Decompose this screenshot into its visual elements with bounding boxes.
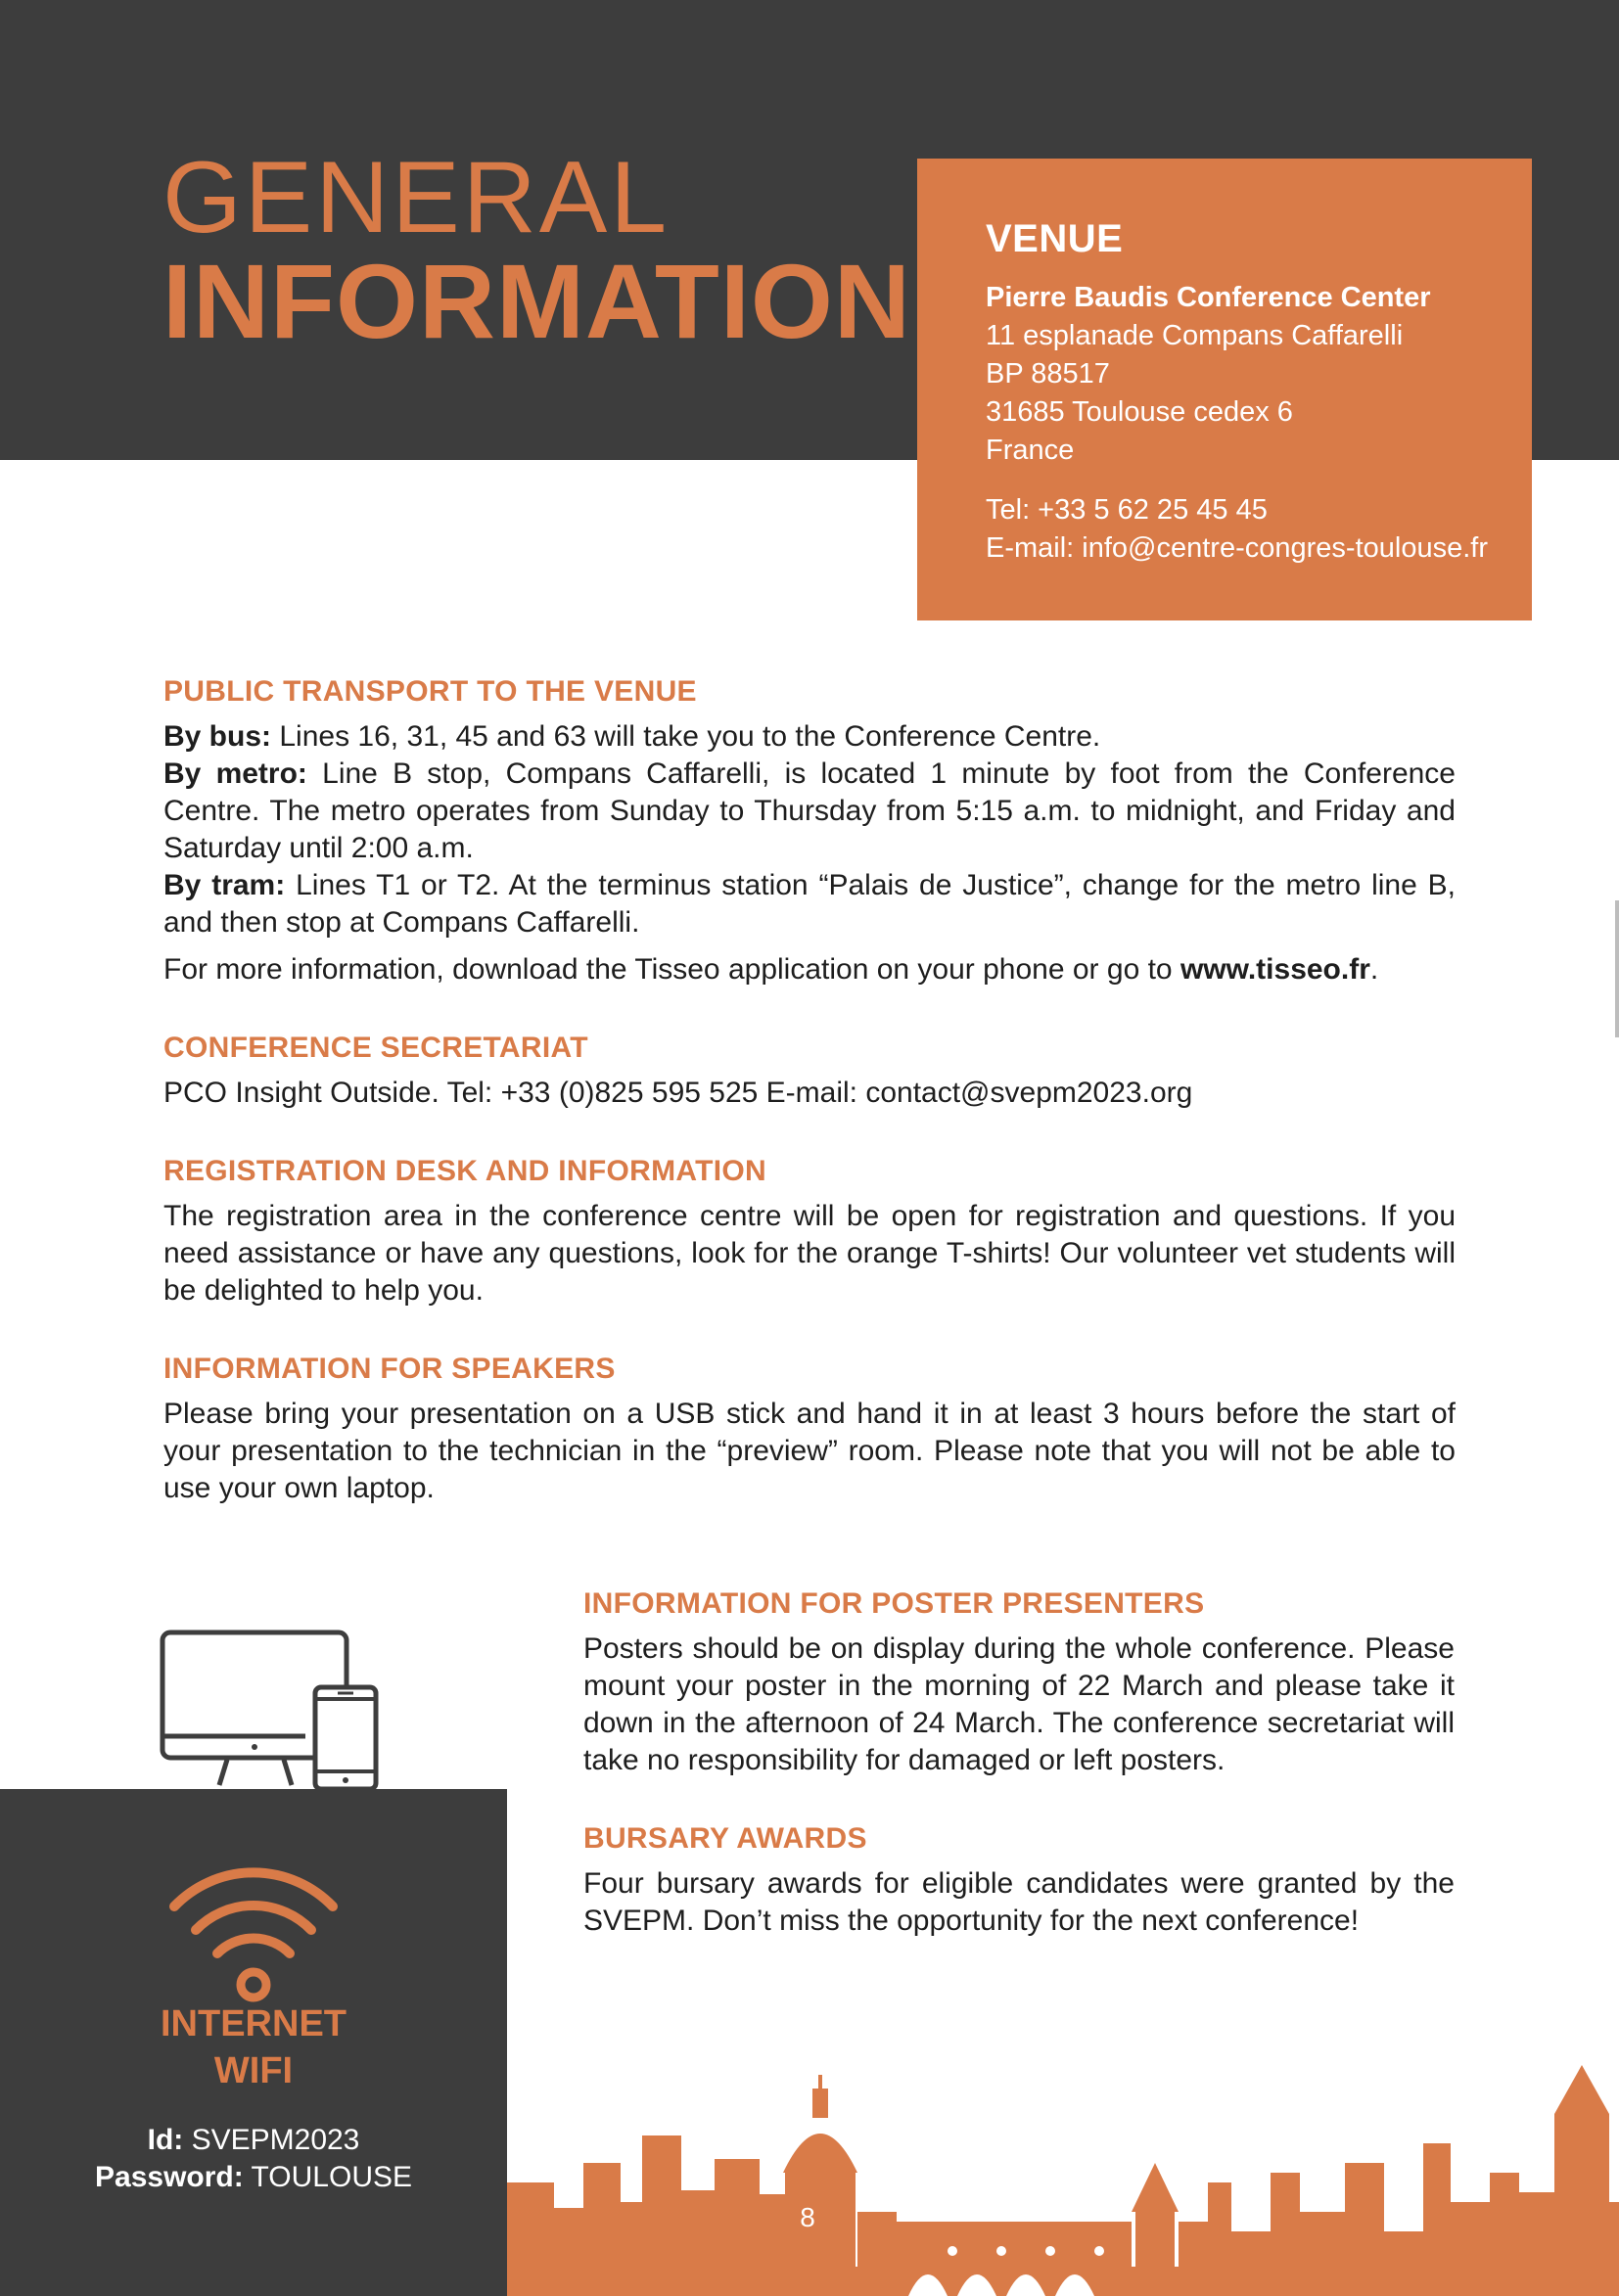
wifi-icon: [168, 1856, 339, 2002]
wifi-id-label: Id:: [147, 2124, 184, 2156]
page-title-light: GENERAL: [162, 141, 671, 254]
wifi-title-line: WIFI: [213, 2050, 294, 2091]
speakers-section: [163, 1351, 1456, 1507]
right-column: [583, 1585, 1455, 1981]
page-number: 8: [800, 2202, 815, 2232]
venue-box: [917, 159, 1532, 620]
toulouse-skyline-illustration: [507, 2065, 1619, 2296]
wifi-panel: [0, 1789, 507, 2296]
secretariat-section: [163, 1030, 1456, 1112]
posters-section: [583, 1585, 1455, 1779]
bursary-text: Four bursary awards for eligible candidates were granted by the SVEPM. Don’t miss the opportunity for the next conference!: [583, 1867, 1455, 1937]
secretariat-text: PCO Insight Outside. Tel: +33 (0)825 595 525 E-mail: contact@svepm2023.org: [163, 1077, 1193, 1109]
edge-divider: [1615, 900, 1619, 1037]
registration-section: [163, 1153, 1456, 1309]
bursary-section: [583, 1820, 1455, 1940]
transport-tram: [163, 867, 1456, 941]
venue-address-line: 31685 Toulouse cedex 6: [986, 396, 1293, 428]
registration-text: The registration area in the conference centre will be open for registration and questions. If you need assistance or have any questions, look for the orange T-shirts! Our volunteer vet students will be delighted to help you.: [163, 1200, 1456, 1307]
section-heading: PUBLIC TRANSPORT TO THE VENUE: [163, 675, 697, 708]
venue-name: Pierre Baudis Conference Center: [986, 282, 1431, 313]
section-heading: INFORMATION FOR SPEAKERS: [163, 1353, 616, 1385]
page-title: [162, 141, 911, 360]
transport-bus: [163, 718, 1456, 756]
transport-metro: [163, 756, 1456, 867]
wifi-password-value: TOULOUSE: [243, 2161, 412, 2193]
section-heading: CONFERENCE SECRETARIAT: [163, 1032, 588, 1064]
wifi-credentials: [0, 2122, 507, 2196]
venue-heading: VENUE: [986, 217, 1124, 260]
venue-address-line: France: [986, 435, 1075, 466]
tram-text: Lines T1 or T2. At the terminus station “Palais de Justice”, change for the metro line B, and then stop at Compans Caffarelli.: [163, 869, 1456, 939]
wifi-password-label: Password:: [95, 2161, 244, 2193]
wifi-title: [0, 2000, 507, 2094]
tram-label: By tram:: [163, 869, 286, 901]
more-text: For more information, download the Tisseo application on your phone or go to: [163, 953, 1180, 986]
venue-email: E-mail: info@centre-congres-toulouse.fr: [986, 532, 1488, 564]
section-heading: REGISTRATION DESK AND INFORMATION: [163, 1155, 766, 1187]
transport-section: [163, 673, 1456, 988]
wifi-id-value: SVEPM2023: [183, 2124, 360, 2156]
devices-icon: [159, 1629, 384, 1795]
venue-address-line: BP 88517: [986, 358, 1110, 390]
wifi-title-line: INTERNET: [161, 2003, 347, 2044]
speakers-text: Please bring your presentation on a USB stick and hand it in at least 3 hours before the start of your presentation to the technician in the “preview” room. Please note that you will not be able to use your own laptop.: [163, 1398, 1456, 1504]
main-content: [163, 673, 1456, 1548]
page-title-bold: INFORMATION: [162, 242, 911, 360]
wifi-password: [0, 2159, 507, 2196]
venue-address-line: 11 esplanade Compans Caffarelli: [986, 320, 1404, 351]
metro-text: Line B stop, Compans Caffarelli, is located 1 minute by foot from the Conference Centre. The metro operates from Sunday to Thursday from 5:15 a.m. to midnight, and Friday and Saturday until 2:00 a.m.: [163, 758, 1456, 864]
wifi-id: [0, 2122, 507, 2159]
venue-tel: Tel: +33 5 62 25 45 45: [986, 494, 1268, 526]
section-heading: INFORMATION FOR POSTER PRESENTERS: [583, 1587, 1205, 1620]
bus-text: Lines 16, 31, 45 and 63 will take you to the Conference Centre.: [271, 720, 1101, 753]
tisseo-link[interactable]: www.tisseo.fr: [1180, 953, 1370, 986]
posters-text: Posters should be on display during the whole conference. Please mount your poster in the morning of 22 March and please take it down in the afternoon of 24 March. The conference secretariat will take no responsibility for damaged or left posters.: [583, 1632, 1455, 1776]
more-end: .: [1369, 953, 1379, 986]
section-heading: BURSARY AWARDS: [583, 1822, 867, 1855]
transport-more: [163, 951, 1456, 988]
metro-label: By metro:: [163, 758, 307, 790]
bus-label: By bus:: [163, 720, 272, 753]
